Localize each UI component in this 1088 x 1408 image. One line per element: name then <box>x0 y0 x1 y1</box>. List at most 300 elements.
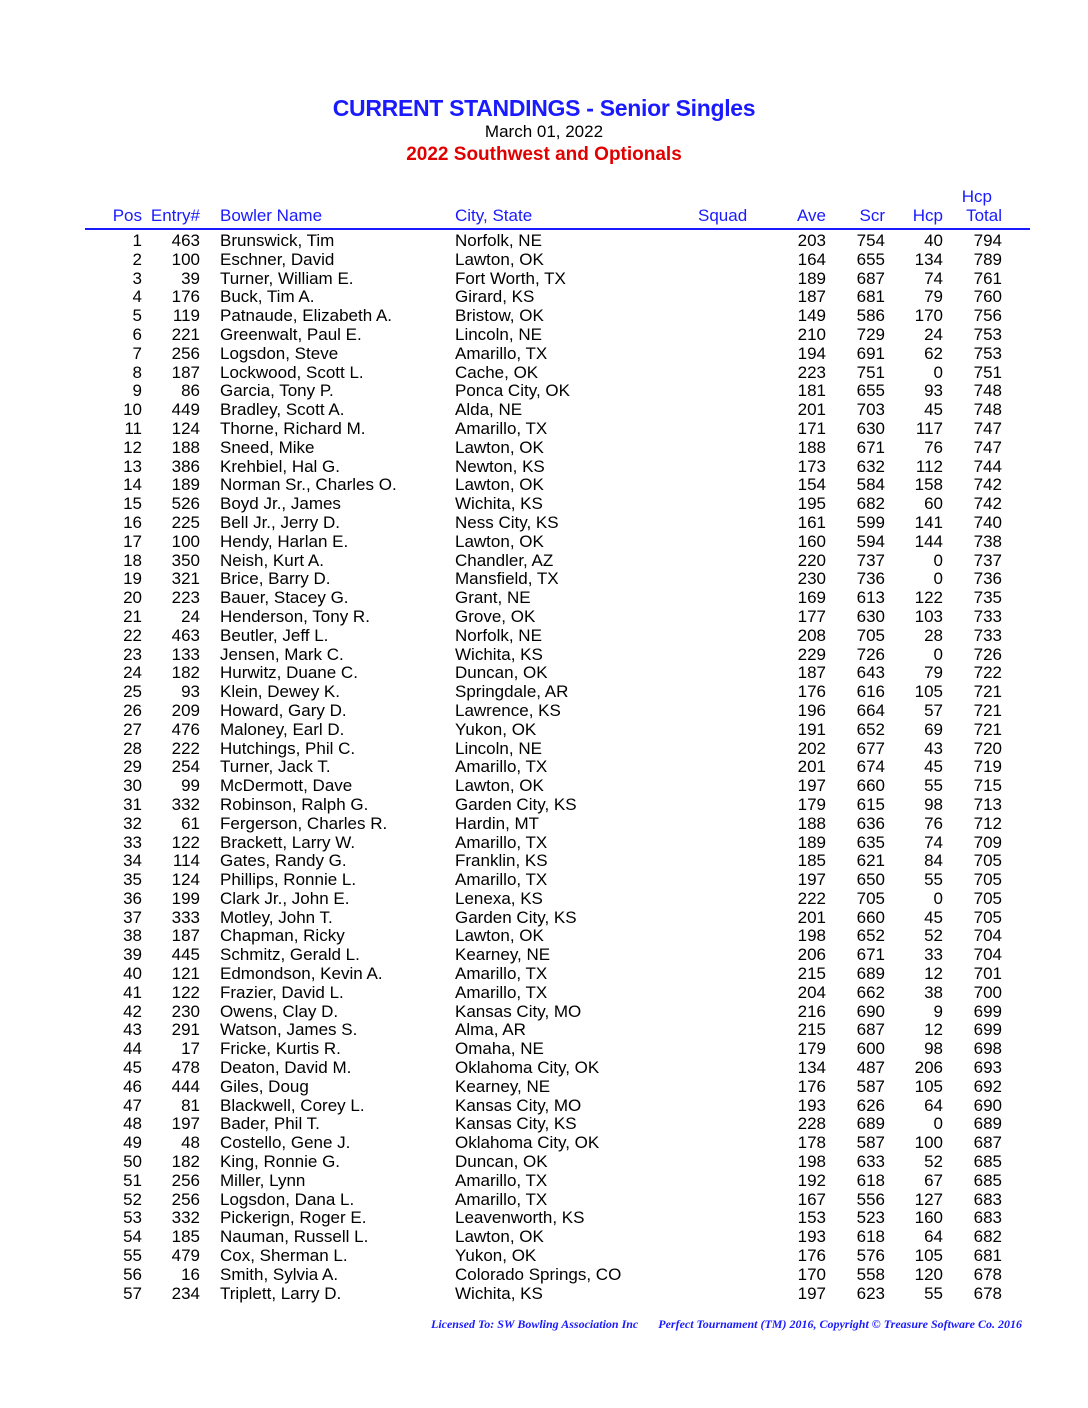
cell-hcp: 105 <box>914 1076 943 1096</box>
cell-scr: 586 <box>856 306 885 326</box>
cell-name: Cox, Sherman L. <box>220 1246 348 1266</box>
cell-scr: 674 <box>856 757 885 777</box>
cell-entry: 234 <box>171 1283 200 1303</box>
cell-hcp: 74 <box>924 268 943 288</box>
table-row <box>0 1040 1088 1059</box>
table-row <box>0 1134 1088 1153</box>
table-row <box>0 1247 1088 1266</box>
cell-city: Amarillo, TX <box>455 832 548 852</box>
table-row <box>0 495 1088 514</box>
cell-entry: 225 <box>171 512 200 532</box>
cell-hcp: 158 <box>914 475 943 495</box>
cell-pos: 54 <box>123 1227 142 1247</box>
cell-entry: 100 <box>171 249 200 269</box>
cell-city: Cache, OK <box>455 362 539 382</box>
cell-entry: 124 <box>171 870 200 890</box>
cell-ave: 223 <box>797 362 826 382</box>
cell-ave: 195 <box>797 494 826 514</box>
cell-total: 735 <box>973 588 1002 608</box>
cell-name: Norman Sr., Charles O. <box>220 475 397 495</box>
cell-ave: 222 <box>797 888 826 908</box>
cell-name: Smith, Sylvia A. <box>220 1264 339 1284</box>
cell-city: Wichita, KS <box>455 1283 543 1303</box>
cell-pos: 21 <box>123 606 142 626</box>
cell-entry: 386 <box>171 456 200 476</box>
cell-pos: 8 <box>132 362 142 382</box>
cell-entry: 133 <box>171 644 200 664</box>
cell-name: Neish, Kurt A. <box>220 550 324 570</box>
cell-ave: 179 <box>797 1039 826 1059</box>
cell-name: Jensen, Mark C. <box>220 644 344 664</box>
table-row <box>0 1266 1088 1285</box>
cell-ave: 210 <box>797 324 826 344</box>
cell-total: 748 <box>973 400 1002 420</box>
cell-total: 753 <box>973 343 1002 363</box>
cell-city: Amarillo, TX <box>455 964 548 984</box>
cell-total: 685 <box>973 1170 1002 1190</box>
cell-pos: 3 <box>132 268 142 288</box>
cell-hcp: 55 <box>924 870 943 890</box>
cell-scr: 705 <box>856 888 885 908</box>
cell-name: Garcia, Tony P. <box>220 381 334 401</box>
cell-ave: 201 <box>797 400 826 420</box>
cell-scr: 687 <box>856 1020 885 1040</box>
cell-pos: 38 <box>123 926 142 946</box>
cell-entry: 444 <box>171 1076 200 1096</box>
cell-ave: 167 <box>797 1189 826 1209</box>
cell-name: Sneed, Mike <box>220 437 315 457</box>
cell-city: Lawton, OK <box>455 531 544 551</box>
cell-city: Norfolk, NE <box>455 231 542 250</box>
cell-city: Kansas City, MO <box>455 1001 582 1021</box>
cell-hcp: 105 <box>914 1246 943 1266</box>
cell-entry: 188 <box>171 437 200 457</box>
cell-scr: 677 <box>856 738 885 758</box>
cell-pos: 45 <box>123 1058 142 1078</box>
cell-name: Bauer, Stacey G. <box>220 588 349 608</box>
cell-ave: 164 <box>797 249 826 269</box>
cell-pos: 41 <box>123 982 142 1002</box>
table-row <box>0 401 1088 420</box>
cell-entry: 86 <box>181 381 200 401</box>
cell-ave: 179 <box>797 794 826 814</box>
cell-pos: 4 <box>132 287 142 307</box>
cell-entry: 182 <box>171 663 200 683</box>
cell-total: 705 <box>973 870 1002 890</box>
cell-total: 685 <box>973 1152 1002 1172</box>
cell-ave: 181 <box>797 381 826 401</box>
cell-entry: 189 <box>171 475 200 495</box>
cell-total: 705 <box>973 851 1002 871</box>
cell-name: Thorne, Richard M. <box>220 418 366 438</box>
cell-ave: 197 <box>797 1283 826 1303</box>
cell-scr: 630 <box>856 606 885 626</box>
cell-pos: 31 <box>123 794 142 814</box>
cell-ave: 149 <box>797 306 826 326</box>
cell-city: Alma, AR <box>455 1020 526 1040</box>
cell-ave: 189 <box>797 832 826 852</box>
cell-city: Lawton, OK <box>455 776 544 796</box>
cell-pos: 40 <box>123 964 142 984</box>
cell-name: Fricke, Kurtis R. <box>220 1039 341 1059</box>
cell-name: Maloney, Earl D. <box>220 719 345 739</box>
cell-name: Edmondson, Kevin A. <box>220 964 383 984</box>
cell-total: 689 <box>973 1114 1002 1134</box>
cell-scr: 664 <box>856 700 885 720</box>
cell-name: Eschner, David <box>220 249 335 269</box>
cell-city: Amarillo, TX <box>455 343 548 363</box>
cell-entry: 333 <box>171 907 200 927</box>
table-row <box>0 1115 1088 1134</box>
cell-entry: 332 <box>171 794 200 814</box>
cell-scr: 671 <box>856 945 885 965</box>
cell-city: Chandler, AZ <box>455 550 554 570</box>
cell-entry: 121 <box>171 964 200 984</box>
cell-name: Turner, William E. <box>220 268 354 288</box>
table-row <box>0 1059 1088 1078</box>
table-row <box>0 702 1088 721</box>
cell-name: Deaton, David M. <box>220 1058 352 1078</box>
table-row <box>0 1021 1088 1040</box>
cell-hcp: 170 <box>914 306 943 326</box>
cell-ave: 176 <box>797 1246 826 1266</box>
table-row <box>0 232 1088 251</box>
cell-scr: 599 <box>856 512 885 532</box>
table-row <box>0 627 1088 646</box>
cell-entry: 17 <box>181 1039 200 1059</box>
cell-hcp: 69 <box>924 719 943 739</box>
cell-pos: 39 <box>123 945 142 965</box>
cell-hcp: 103 <box>914 606 943 626</box>
cell-name: Nauman, Russell L. <box>220 1227 369 1247</box>
cell-scr: 643 <box>856 663 885 683</box>
cell-city: Yukon, OK <box>455 1246 537 1266</box>
cell-pos: 42 <box>123 1001 142 1021</box>
cell-total: 687 <box>973 1133 1002 1153</box>
table-row <box>0 777 1088 796</box>
cell-hcp: 40 <box>924 231 943 250</box>
cell-scr: 587 <box>856 1133 885 1153</box>
cell-pos: 29 <box>123 757 142 777</box>
cell-pos: 46 <box>123 1076 142 1096</box>
cell-name: Triplett, Larry D. <box>220 1283 342 1303</box>
cell-ave: 134 <box>797 1058 826 1078</box>
cell-ave: 192 <box>797 1170 826 1190</box>
table-row <box>0 852 1088 871</box>
table-row <box>0 646 1088 665</box>
cell-scr: 687 <box>856 268 885 288</box>
cell-pos: 1 <box>132 231 142 250</box>
cell-city: Oklahoma City, OK <box>455 1133 600 1153</box>
cell-total: 692 <box>973 1076 1002 1096</box>
cell-hcp: 141 <box>914 512 943 532</box>
cell-pos: 17 <box>123 531 142 551</box>
cell-hcp: 52 <box>924 926 943 946</box>
table-row <box>0 1097 1088 1116</box>
cell-hcp: 120 <box>914 1264 943 1284</box>
cell-name: Gates, Randy G. <box>220 851 347 871</box>
cell-name: Schmitz, Gerald L. <box>220 945 360 965</box>
cell-hcp: 122 <box>914 588 943 608</box>
cell-hcp: 160 <box>914 1208 943 1228</box>
cell-city: Amarillo, TX <box>455 870 548 890</box>
cell-ave: 208 <box>797 625 826 645</box>
cell-ave: 176 <box>797 682 826 702</box>
cell-pos: 2 <box>132 249 142 269</box>
cell-name: Frazier, David L. <box>220 982 344 1002</box>
cell-entry: 256 <box>171 1189 200 1209</box>
cell-total: 742 <box>973 494 1002 514</box>
cell-city: Ponca City, OK <box>455 381 570 401</box>
cell-name: Watson, James S. <box>220 1020 358 1040</box>
cell-hcp: 12 <box>924 1020 943 1040</box>
cell-entry: 81 <box>181 1095 200 1115</box>
cell-scr: 660 <box>856 776 885 796</box>
cell-hcp: 144 <box>914 531 943 551</box>
cell-hcp: 98 <box>924 1039 943 1059</box>
cell-hcp: 24 <box>924 324 943 344</box>
cell-entry: 187 <box>171 926 200 946</box>
cell-hcp: 55 <box>924 776 943 796</box>
cell-hcp: 55 <box>924 1283 943 1303</box>
cell-ave: 187 <box>797 663 826 683</box>
table-row <box>0 815 1088 834</box>
cell-scr: 681 <box>856 287 885 307</box>
table-row <box>0 476 1088 495</box>
cell-name: Buck, Tim A. <box>220 287 315 307</box>
cell-total: 705 <box>973 888 1002 908</box>
cell-scr: 600 <box>856 1039 885 1059</box>
cell-total: 700 <box>973 982 1002 1002</box>
cell-name: Miller, Lynn <box>220 1170 306 1190</box>
cell-entry: 185 <box>171 1227 200 1247</box>
col-header-hcp: Hcp <box>912 206 943 225</box>
cell-scr: 650 <box>856 870 885 890</box>
cell-city: Lawton, OK <box>455 1227 544 1247</box>
cell-scr: 751 <box>856 362 885 382</box>
cell-total: 690 <box>973 1095 1002 1115</box>
table-row <box>0 664 1088 683</box>
report-subtitle: 2022 Southwest and Optionals <box>406 144 682 165</box>
cell-pos: 47 <box>123 1095 142 1115</box>
cell-ave: 154 <box>797 475 826 495</box>
cell-pos: 9 <box>132 381 142 401</box>
cell-hcp: 0 <box>933 644 943 664</box>
cell-scr: 621 <box>856 851 885 871</box>
cell-name: Giles, Doug <box>220 1076 309 1096</box>
cell-ave: 215 <box>797 964 826 984</box>
cell-total: 751 <box>973 362 1002 382</box>
cell-ave: 201 <box>797 757 826 777</box>
cell-total: 721 <box>973 719 1002 739</box>
cell-pos: 12 <box>123 437 142 457</box>
cell-name: Chapman, Ricky <box>220 926 345 946</box>
cell-entry: 61 <box>181 813 200 833</box>
cell-ave: 216 <box>797 1001 826 1021</box>
cell-city: Kansas City, KS <box>455 1114 577 1134</box>
cell-name: Motley, John T. <box>220 907 333 927</box>
cell-ave: 170 <box>797 1264 826 1284</box>
cell-city: Garden City, KS <box>455 794 577 814</box>
cell-scr: 556 <box>856 1189 885 1209</box>
cell-ave: 189 <box>797 268 826 288</box>
cell-pos: 28 <box>123 738 142 758</box>
cell-pos: 14 <box>123 475 142 495</box>
table-row <box>0 834 1088 853</box>
table-row <box>0 796 1088 815</box>
cell-total: 733 <box>973 606 1002 626</box>
footer-license: Licensed To: SW Bowling Association Inc <box>430 1317 639 1331</box>
cell-entry: 24 <box>181 606 200 626</box>
cell-ave: 188 <box>797 813 826 833</box>
table-row <box>0 364 1088 383</box>
cell-name: Brice, Barry D. <box>220 569 331 589</box>
cell-name: Costello, Gene J. <box>220 1133 351 1153</box>
cell-ave: 230 <box>797 569 826 589</box>
cell-hcp: 76 <box>924 437 943 457</box>
cell-city: Duncan, OK <box>455 1152 548 1172</box>
cell-total: 736 <box>973 569 1002 589</box>
table-row <box>0 1153 1088 1172</box>
cell-city: Amarillo, TX <box>455 418 548 438</box>
cell-scr: 594 <box>856 531 885 551</box>
cell-total: 761 <box>973 268 1002 288</box>
cell-scr: 690 <box>856 1001 885 1021</box>
cell-total: 712 <box>973 813 1002 833</box>
cell-total: 721 <box>973 682 1002 702</box>
cell-city: Grant, NE <box>455 588 531 608</box>
cell-ave: 197 <box>797 776 826 796</box>
cell-name: Robinson, Ralph G. <box>220 794 369 814</box>
cell-hcp: 93 <box>924 381 943 401</box>
col-header-ave: Ave <box>797 206 826 225</box>
cell-city: Amarillo, TX <box>455 1189 548 1209</box>
report-title: CURRENT STANDINGS - Senior Singles <box>332 95 756 121</box>
cell-city: Amarillo, TX <box>455 1170 548 1190</box>
cell-total: 683 <box>973 1189 1002 1209</box>
cell-hcp: 134 <box>914 249 943 269</box>
cell-name: Pickerign, Roger E. <box>220 1208 367 1228</box>
cell-entry: 476 <box>171 719 200 739</box>
cell-total: 747 <box>973 418 1002 438</box>
table-row <box>0 1209 1088 1228</box>
cell-pos: 34 <box>123 851 142 871</box>
cell-total: 733 <box>973 625 1002 645</box>
cell-pos: 24 <box>123 663 142 683</box>
table-row <box>0 439 1088 458</box>
cell-city: Franklin, KS <box>455 851 548 871</box>
cell-scr: 705 <box>856 625 885 645</box>
cell-city: Hardin, MT <box>455 813 540 833</box>
cell-name: Turner, Jack T. <box>220 757 331 777</box>
cell-entry: 479 <box>171 1246 200 1266</box>
cell-total: 737 <box>973 550 1002 570</box>
cell-scr: 660 <box>856 907 885 927</box>
cell-hcp: 43 <box>924 738 943 758</box>
cell-scr: 576 <box>856 1246 885 1266</box>
cell-entry: 199 <box>171 888 200 908</box>
cell-name: Logsdon, Steve <box>220 343 339 363</box>
cell-city: Bristow, OK <box>455 306 544 326</box>
cell-hcp: 64 <box>924 1227 943 1247</box>
cell-pos: 16 <box>123 512 142 532</box>
cell-name: Krehbiel, Hal G. <box>220 456 340 476</box>
cell-city: Kearney, NE <box>455 1076 551 1096</box>
table-row <box>0 458 1088 477</box>
cell-name: Phillips, Ronnie L. <box>220 870 357 890</box>
cell-ave: 160 <box>797 531 826 551</box>
cell-entry: 187 <box>171 362 200 382</box>
cell-city: Girard, KS <box>455 287 535 307</box>
cell-name: Owens, Clay D. <box>220 1001 339 1021</box>
cell-scr: 655 <box>856 381 885 401</box>
cell-pos: 27 <box>123 719 142 739</box>
cell-name: Bell Jr., Jerry D. <box>220 512 340 532</box>
cell-city: Kearney, NE <box>455 945 551 965</box>
cell-entry: 197 <box>171 1114 200 1134</box>
cell-scr: 655 <box>856 249 885 269</box>
cell-city: Wichita, KS <box>455 494 543 514</box>
cell-city: Leavenworth, KS <box>455 1208 585 1228</box>
cell-entry: 321 <box>171 569 200 589</box>
cell-entry: 99 <box>181 776 200 796</box>
header-rule <box>85 228 1030 230</box>
cell-entry: 445 <box>171 945 200 965</box>
cell-total: 699 <box>973 1001 1002 1021</box>
cell-ave: 206 <box>797 945 826 965</box>
cell-total: 704 <box>973 945 1002 965</box>
cell-pos: 7 <box>132 343 142 363</box>
cell-city: Mansfield, TX <box>455 569 559 589</box>
table-row <box>0 890 1088 909</box>
table-row <box>0 345 1088 364</box>
cell-pos: 49 <box>123 1133 142 1153</box>
cell-scr: 737 <box>856 550 885 570</box>
cell-entry: 182 <box>171 1152 200 1172</box>
cell-hcp: 12 <box>924 964 943 984</box>
cell-city: Yukon, OK <box>455 719 537 739</box>
cell-pos: 35 <box>123 870 142 890</box>
table-row <box>0 570 1088 589</box>
cell-scr: 558 <box>856 1264 885 1284</box>
cell-total: 709 <box>973 832 1002 852</box>
cell-ave: 171 <box>797 418 826 438</box>
cell-entry: 100 <box>171 531 200 551</box>
cell-pos: 23 <box>123 644 142 664</box>
cell-ave: 178 <box>797 1133 826 1153</box>
cell-scr: 689 <box>856 1114 885 1134</box>
cell-name: Hendy, Harlan E. <box>220 531 349 551</box>
cell-scr: 626 <box>856 1095 885 1115</box>
cell-scr: 523 <box>856 1208 885 1228</box>
cell-ave: 169 <box>797 588 826 608</box>
cell-pos: 6 <box>132 324 142 344</box>
cell-ave: 201 <box>797 907 826 927</box>
cell-entry: 254 <box>171 757 200 777</box>
cell-name: Boyd Jr., James <box>220 494 341 514</box>
cell-pos: 33 <box>123 832 142 852</box>
cell-ave: 229 <box>797 644 826 664</box>
table-row <box>0 533 1088 552</box>
cell-entry: 119 <box>172 306 200 326</box>
table-row <box>0 420 1088 439</box>
table-row <box>0 1191 1088 1210</box>
cell-pos: 50 <box>123 1152 142 1172</box>
table-row <box>0 927 1088 946</box>
cell-scr: 584 <box>856 475 885 495</box>
cell-hcp: 67 <box>924 1170 943 1190</box>
cell-entry: 223 <box>171 588 200 608</box>
